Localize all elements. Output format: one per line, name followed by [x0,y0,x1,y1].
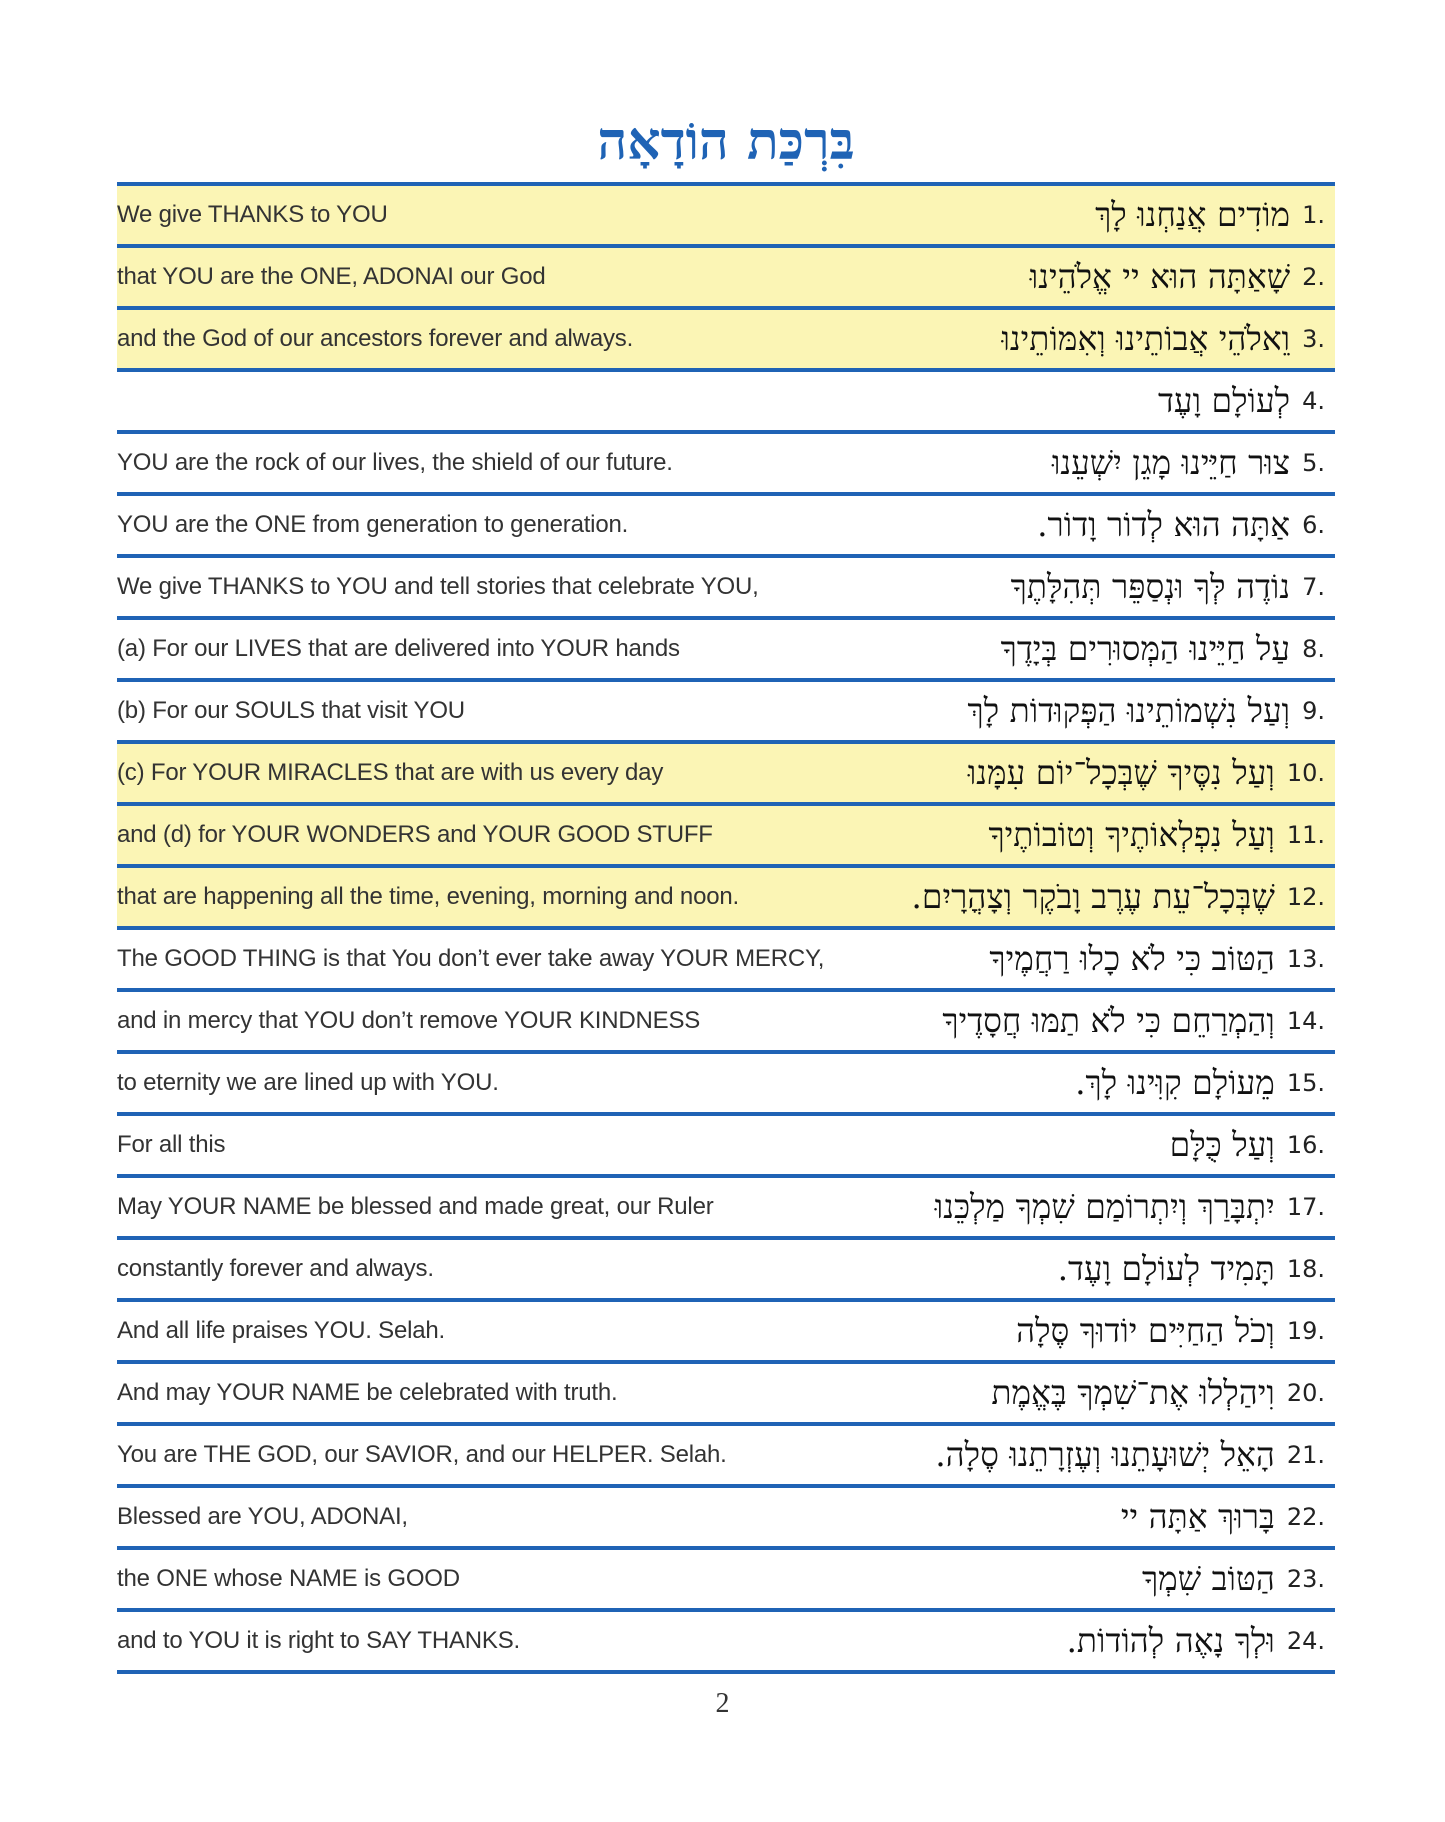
line-number: 19. [1286,1317,1325,1345]
table-row [117,1302,1335,1364]
hebrew-text: וֵאלֹהֵי אֲבוֹתֵינוּ וְאִמּוֹתֵינוּ [1001,319,1291,358]
hebrew-text: וִיהַלְלוּ אֶת־שִׁמְךָ בֶּאֱמֶת [991,1373,1275,1412]
english-translation: constantly forever and always. [117,1255,434,1282]
english-translation: the ONE whose NAME is GOOD [117,1565,460,1592]
english-translation: to eternity we are lined up with YOU. [117,1069,499,1096]
line-number: 17. [1286,1193,1325,1221]
page-title: בִּרְכַּת הוֹדָאָה [597,111,855,172]
line-number: 1. [1302,201,1325,229]
line-number: 15. [1286,1069,1325,1097]
table-row [117,1612,1335,1674]
prayer-table [117,182,1335,1674]
english-translation: We give THANKS to YOU and tell stories that celebrate YOU, [117,573,759,600]
table-row [117,1426,1335,1488]
line-number: 18. [1286,1255,1325,1283]
english-translation: and to YOU it is right to SAY THANKS. [117,1627,521,1654]
line-number: 2. [1302,263,1325,291]
line-number: 3. [1302,325,1325,353]
line-number: 20. [1286,1379,1325,1407]
table-row [117,620,1335,682]
hebrew-text: הָאֵל יְשׁוּעָתֵנוּ וְעֶזְרָתֵנוּ סֶלָה. [935,1435,1275,1474]
hebrew-text: נוֹדֶה לְּךָ וּנְסַפֵּר תְּהִלָּתֶךָ [1010,567,1291,606]
hebrew-line [968,691,1335,731]
table-row [117,1240,1335,1302]
table-row [117,248,1335,310]
english-translation: (c) For YOUR MIRACLES that are with us every day [117,759,664,786]
table-row [117,992,1335,1054]
hebrew-line [1121,1497,1335,1537]
english-translation: And all life praises YOU. Selah. [117,1317,445,1344]
hebrew-line [991,1373,1335,1413]
hebrew-text: מֵעוֹלָם קִוִּינוּ לָךְ. [1075,1063,1275,1102]
table-row [117,372,1335,434]
english-translation: (b) For our SOULS that visit YOU [117,697,465,724]
table-row [117,930,1335,992]
english-translation: (a) For our LIVES that are delivered into YOUR hands [117,635,680,662]
hebrew-line [989,939,1335,979]
hebrew-text: הַטּוֹב כִּי לֹא כָלוּ רַחֲמֶיךָ [989,939,1275,978]
table-row [117,1364,1335,1426]
hebrew-line [968,753,1335,793]
table-row [117,1054,1335,1116]
line-number: 24. [1286,1627,1325,1655]
hebrew-line [1016,1311,1335,1351]
english-translation: and the God of our ancestors forever and always. [117,325,634,352]
hebrew-line [1066,1621,1335,1661]
page-number: 2 [715,1688,730,1719]
table-row [117,434,1335,496]
line-number: 13. [1286,945,1325,973]
hebrew-line [1030,257,1335,297]
line-number: 23. [1286,1565,1325,1593]
table-row [117,744,1335,806]
hebrew-text: מוֹדִים אֲנַחְנוּ לָךְ [1095,195,1291,234]
english-translation: You are THE GOD, our SAVIOR, and our HELPER. Selah. [117,1441,727,1468]
hebrew-line [1095,195,1335,235]
hebrew-line [1142,1559,1335,1599]
hebrew-text: שֶׁבְּכָל־עֵת עֶרֶב וָבֹקֶר וְצָהֳרָיִם. [911,877,1275,916]
line-number: 6. [1302,511,1325,539]
line-number: 8. [1302,635,1325,663]
hebrew-text: וְעַל כֻּלָּם [1169,1125,1275,1164]
hebrew-text: אַתָּה הוּא לְדוֹר וָדוֹר. [1037,505,1291,544]
hebrew-text: וְכֹל הַחַיִּים יוֹדוּךָ סֶּלָה [1016,1311,1275,1350]
english-translation: YOU are the rock of our lives, the shield of our future. [117,449,673,476]
hebrew-line [1052,443,1335,483]
hebrew-line [935,1435,1335,1475]
hebrew-text: עַל חַיֵּינוּ הַמְּסוּרִים בְּיָדֶךָ [1000,629,1291,668]
line-number: 10. [1286,759,1325,787]
english-translation: that are happening all the time, evening, morning and noon. [117,883,739,910]
hebrew-line [1001,629,1335,669]
table-row [117,1488,1335,1550]
line-number: 9. [1302,697,1325,725]
hebrew-text: שָׁאַתָּה הוּא יי אֱלֹהֵינוּ [1029,257,1291,296]
hebrew-text: וְעַל נִפְלְאוֹתֶיךָ וְטוֹבוֹתֶיךָ [988,815,1275,854]
hebrew-line [1001,319,1335,359]
hebrew-text: יִתְבָּרַךְ וְיִתְרוֹמַם שִׁמְךָ מַלְכֵּנוּ [934,1187,1275,1226]
hebrew-text: תָּמִיד לְעוֹלָם וָעֶד. [1057,1249,1275,1288]
line-number: 21. [1286,1441,1325,1469]
english-translation: Blessed are YOU, ADONAI, [117,1503,408,1530]
english-translation: that YOU are the ONE, ADONAI our God [117,263,546,290]
english-translation: We give THANKS to YOU [117,201,388,228]
hebrew-line [1158,381,1335,421]
hebrew-line [1058,1249,1335,1289]
table-row [117,496,1335,558]
line-number: 12. [1286,883,1325,911]
english-translation: YOU are the ONE from generation to generation. [117,511,629,538]
hebrew-text: צוּר חַיֵּינוּ מָגֵן יִשְׁעֵנוּ [1051,443,1291,482]
line-number: 4. [1302,387,1325,415]
line-number: 7. [1302,573,1325,601]
table-row [117,310,1335,372]
line-number: 11. [1286,821,1325,849]
hebrew-line [935,1187,1335,1227]
english-translation: and in mercy that YOU don’t remove YOUR KINDNESS [117,1007,701,1034]
hebrew-text: וְעַל נִשְׁמוֹתֵינוּ הַפְּקוּדוֹת לָךְ [967,691,1291,730]
table-row [117,558,1335,620]
hebrew-line [942,1001,1335,1041]
english-translation: The GOOD THING is that You don’t ever take away YOUR MERCY, [117,945,825,972]
table-row [117,1550,1335,1612]
line-number: 16. [1286,1131,1325,1159]
table-row [117,868,1335,930]
hebrew-line [1170,1125,1335,1165]
hebrew-text: בָּרוּךְ אַתָּה יי [1120,1497,1275,1536]
hebrew-text: לְעוֹלָם וָעֶד [1158,381,1291,420]
table-row [117,806,1335,868]
line-number: 5. [1302,449,1325,477]
table-row [117,186,1335,248]
hebrew-line [1037,505,1335,545]
english-translation: May YOUR NAME be blessed and made great, our Ruler [117,1193,714,1220]
table-row [117,682,1335,744]
table-row [117,1116,1335,1178]
line-number: 22. [1286,1503,1325,1531]
hebrew-text: וְעַל נִסֶּיךָ שֶׁבְּכָל־יוֹם עִמָּנוּ [967,753,1275,792]
english-translation: For all this [117,1131,226,1158]
hebrew-text: וּלְךָ נָאֶה לְהוֹדוֹת. [1066,1621,1275,1660]
hebrew-text: הַטּוֹב שִׁמְךָ [1141,1559,1275,1598]
table-row [117,1178,1335,1240]
english-translation: And may YOUR NAME be celebrated with truth. [117,1379,618,1406]
hebrew-line [1011,567,1335,607]
english-translation: and (d) for YOUR WONDERS and YOUR GOOD STUFF [117,821,713,848]
line-number: 14. [1286,1007,1325,1035]
hebrew-line [911,877,1335,917]
hebrew-text: וְהַמְרַחֵם כִּי לֹא תַמּוּ חֲסָדֶיךָ [942,1001,1275,1040]
hebrew-line [988,815,1335,855]
hebrew-line [1075,1063,1335,1103]
